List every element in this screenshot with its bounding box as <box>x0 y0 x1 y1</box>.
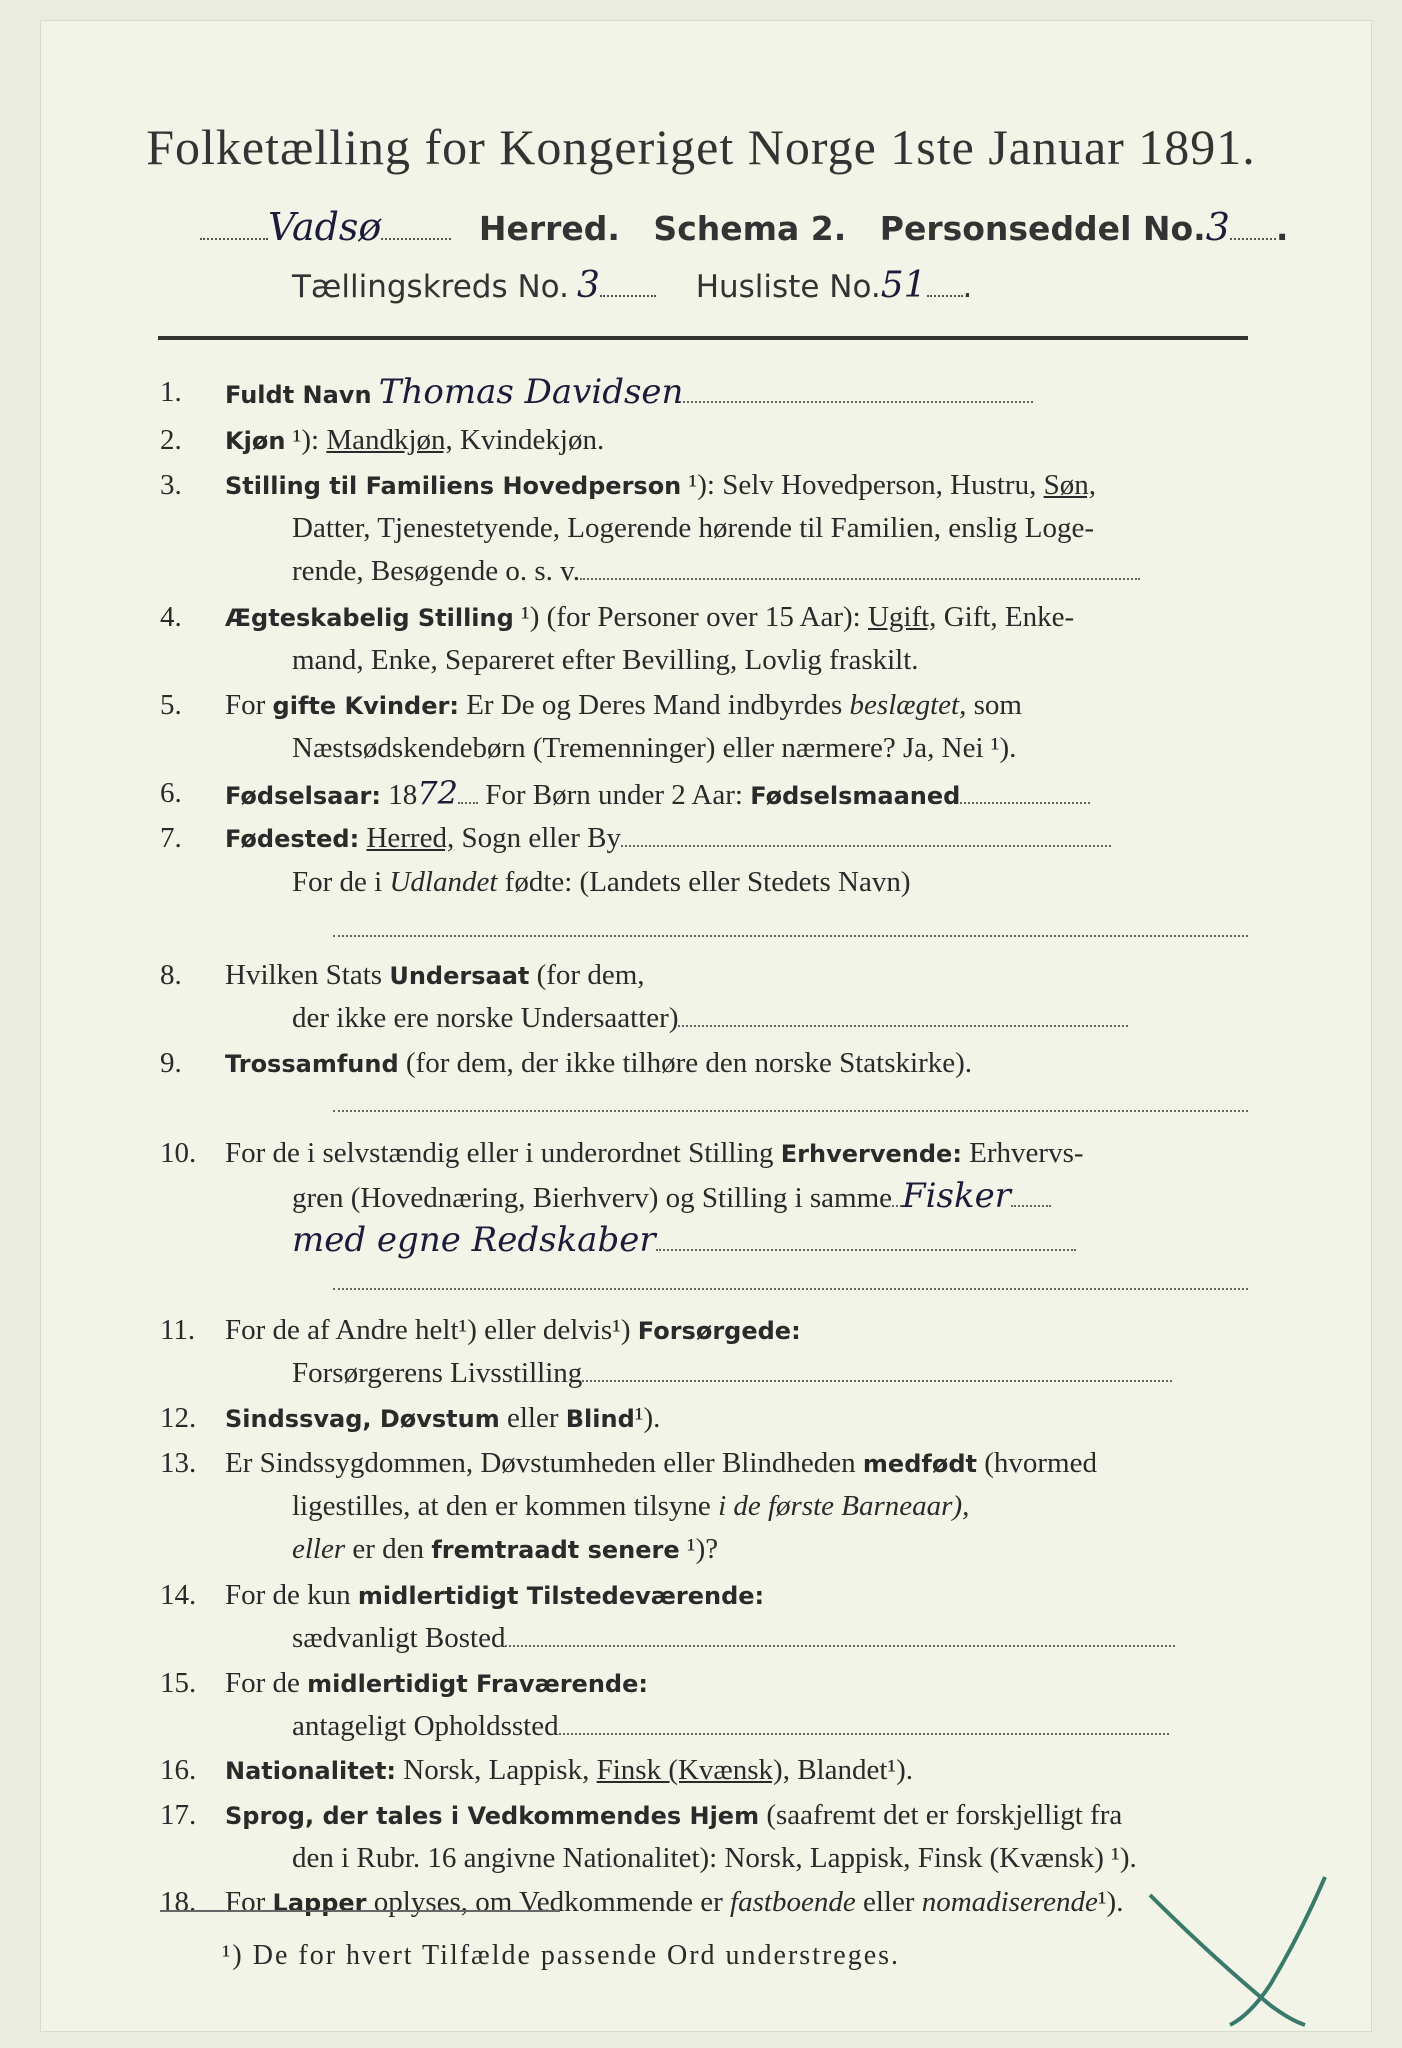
fravaerende-label: midlertidigt Fraværende: <box>307 1670 648 1698</box>
item-number: 12. <box>160 1402 197 1434</box>
item-number: 2. <box>160 424 182 456</box>
item-text: For de af Andre helt <box>225 1314 459 1346</box>
footnote-rule <box>160 1910 560 1912</box>
dotted-leader <box>683 401 1033 403</box>
item-text: For de i <box>292 866 383 898</box>
item-text: eller <box>292 1533 346 1565</box>
blank-line <box>333 935 1248 937</box>
kvindekjon-option: Kvindekjøn. <box>460 424 605 456</box>
trossamfund-label: Trossamfund <box>225 1050 399 1078</box>
son-option: Søn, <box>1043 469 1096 501</box>
footnote-ref: ¹). <box>634 1402 661 1434</box>
form-title: Folketælling for Kongeriget Norge 1ste Januar 1891. <box>146 119 1256 175</box>
item-text: For <box>225 1886 266 1918</box>
item-text: beslægtet, <box>849 689 967 721</box>
dotted-leader <box>1230 238 1276 240</box>
item-text: eller <box>862 1886 915 1918</box>
erhverv-value-2: med egne Redskaber <box>292 1220 656 1260</box>
header-rule <box>158 336 1248 340</box>
kjon-label: Kjøn <box>225 427 286 455</box>
personseddel-label: Personseddel No. <box>879 209 1206 248</box>
item-number: 3. <box>160 469 182 501</box>
item-number: 17. <box>160 1799 197 1831</box>
item-number: 8. <box>160 959 182 991</box>
blank-line <box>333 1288 1248 1290</box>
item-text: (for dem, der ikke tilhøre den norske Statskirke). <box>405 1047 973 1079</box>
item-text: For de kun <box>225 1579 351 1611</box>
fodselsmaaned-label: Fødselsmaaned <box>750 782 961 810</box>
sprog-label: Sprog, der tales i Vedkommendes Hjem <box>225 1802 760 1830</box>
footnote-ref: ¹)? <box>686 1533 719 1565</box>
year-prefix: 18 <box>388 779 418 811</box>
dotted-leader <box>381 238 451 240</box>
finsk-option: Finsk (Kvænsk), <box>596 1754 790 1786</box>
dotted-leader <box>1011 1205 1051 1207</box>
item-text: (for dem, <box>536 959 645 991</box>
husliste-value: 51 <box>880 265 927 306</box>
item-text: gren (Hovednæring, Bierhverv) og Stilling i samme <box>292 1182 893 1214</box>
dotted-leader <box>892 1205 902 1207</box>
dotted-leader <box>580 578 1140 580</box>
item-number: 9. <box>160 1047 182 1079</box>
item-text: Er De og Deres Mand indbyrdes <box>466 689 843 721</box>
dotted-leader <box>960 802 1090 804</box>
fuldt-navn-value: Thomas Davidsen <box>378 372 684 412</box>
aegteskab-options: mand, Enke, Separeret efter Bevilling, Lovlig fraskilt. <box>292 644 919 676</box>
item-text: ¹) eller delvis <box>458 1314 613 1346</box>
item-number: 1. <box>160 376 182 408</box>
footnote-ref: ¹) <box>612 1314 631 1346</box>
tilstedevaerende-label: midlertidigt Tilstedeværende: <box>357 1582 765 1610</box>
item-text: eller <box>507 1402 559 1434</box>
dotted-leader <box>600 295 656 297</box>
fodselsaar-label: Fødselsaar: <box>225 782 381 810</box>
item-number: 10. <box>160 1137 197 1169</box>
item-text: Erhvervs- <box>969 1137 1084 1169</box>
item-text: ligestilles, at den er kommen tilsyne <box>292 1490 711 1522</box>
forsorgede-label: Forsørgede: <box>637 1317 801 1345</box>
item-text: Næstsødskendebørn (Tremenninger) eller nærmere? Ja, Nei ¹). <box>292 732 1017 764</box>
item-text: For Børn under 2 Aar: <box>485 779 743 811</box>
header-line-2: Tællingskreds No. 3 Husliste No.51 . <box>292 265 973 306</box>
item-text: er den <box>352 1533 425 1565</box>
item-text: Norsk, Lappisk, <box>403 1754 590 1786</box>
stilling-options: Datter, Tjenestetyende, Logerende hørende til Familien, enslig Loge- <box>292 512 1094 544</box>
item-text: antageligt Opholdssted <box>292 1710 559 1742</box>
item-text: fødte: (Landets eller Stedets Navn) <box>504 866 911 898</box>
kreds-value: 3 <box>576 265 600 306</box>
fuldt-navn-label: Fuldt Navn <box>225 381 372 409</box>
item-text: Udlandet <box>389 866 498 898</box>
item-number: 15. <box>160 1667 197 1699</box>
item-text: Blandet¹). <box>797 1754 914 1786</box>
husliste-label: Husliste No. <box>695 269 881 305</box>
footnote: ¹) De for hvert Tilfælde passende Ord understreges. <box>222 1940 901 1971</box>
undersaat-label: Undersaat <box>389 962 530 990</box>
item-number: 5. <box>160 689 182 721</box>
aegteskab-text: ¹) (for Personer over 15 Aar): <box>521 601 861 633</box>
item-text: For de <box>225 1667 300 1699</box>
item-number: 7. <box>160 822 182 854</box>
schema-label: Schema 2. <box>653 209 847 248</box>
herred-label: Herred. <box>478 209 620 248</box>
item-text: i de første Barneaar), <box>718 1490 970 1522</box>
item-text: den i Rubr. 16 angivne Nationalitet): Norsk, Lappisk, Finsk (Kvænsk) ¹). <box>292 1842 1137 1874</box>
item-text: Sogn eller By <box>461 822 621 854</box>
dotted-leader <box>200 238 268 240</box>
item-number: 4. <box>160 601 182 633</box>
fodselsaar-value: 72 <box>417 774 458 812</box>
item-text: For de i selvstændig eller i underordnet Stilling <box>225 1137 774 1169</box>
item-text: For <box>225 689 266 721</box>
dotted-leader <box>458 802 478 804</box>
dotted-leader <box>656 1249 1076 1251</box>
item-text: fastboende <box>730 1886 856 1918</box>
dotted-leader <box>582 1380 1172 1382</box>
footnote-ref: ¹): <box>292 424 320 456</box>
mandkjon-option: Mandkjøn, <box>326 424 453 456</box>
check-mark-icon <box>1130 1875 1330 2035</box>
medfodt-label: medfødt <box>862 1450 977 1478</box>
item-number: 13. <box>160 1447 197 1479</box>
dotted-leader <box>621 845 1111 847</box>
erhvervende-label: Erhvervende: <box>780 1140 962 1168</box>
item-text: nomadiserende <box>921 1886 1098 1918</box>
lapper-label: Lapper <box>272 1889 367 1917</box>
item-text: (hvormed <box>984 1447 1097 1479</box>
gifte-kvinder-label: gifte Kvinder: <box>272 692 459 720</box>
item-number: 11. <box>160 1314 196 1346</box>
blind-label: Blind <box>565 1405 635 1433</box>
ugift-option: Ugift, <box>867 601 937 633</box>
aegteskab-label: Ægteskabelig Stilling <box>225 604 514 632</box>
stilling-options: rende, Besøgende o. s. v. <box>292 555 581 587</box>
item-number: 14. <box>160 1579 197 1611</box>
personseddel-value: 3 <box>1205 205 1230 249</box>
sindssvag-label: Sindssvag, Døvstum <box>225 1405 500 1433</box>
dotted-leader <box>678 1025 1128 1027</box>
kreds-label: Tællingskreds No. <box>292 269 569 305</box>
aegteskab-options: Gift, Enke- <box>943 601 1075 633</box>
header-line-1: Vadsø Herred. Schema 2. Personseddel No.3 . <box>200 205 1288 249</box>
item-number: 18. <box>160 1886 197 1918</box>
item-text: Er Sindssygdommen, Døvstumheden eller Blindheden <box>225 1447 856 1479</box>
item-number: 16. <box>160 1754 197 1786</box>
dotted-leader <box>559 1733 1169 1735</box>
stilling-label: Stilling til Familiens Hovedperson <box>225 472 682 500</box>
item-text: der ikke ere norske Undersaatter) <box>292 1002 679 1034</box>
senere-label: fremtraadt senere <box>431 1536 680 1564</box>
blank-line <box>333 1110 1248 1112</box>
stilling-options: Selv Hovedperson, Hustru, <box>722 469 1037 501</box>
item-text: oplyses, om Vedkommende er <box>373 1886 723 1918</box>
item-number: 6. <box>160 777 182 809</box>
herred-value: Vadsø <box>268 205 382 249</box>
dotted-leader <box>927 295 963 297</box>
item-text: som <box>973 689 1022 721</box>
item-text: sædvanligt Bosted <box>292 1622 506 1654</box>
footnote-ref: ¹). <box>1097 1886 1124 1918</box>
nationalitet-label: Nationalitet: <box>225 1757 397 1785</box>
dotted-leader <box>505 1645 1175 1647</box>
erhverv-value: Fisker <box>902 1176 1011 1216</box>
herred-option: Herred, <box>366 822 455 854</box>
footnote-ref: ¹): <box>688 469 715 501</box>
item-text: Hvilken Stats <box>225 959 383 991</box>
item-text: (saafremt det er forskjelligt fra <box>766 1799 1123 1831</box>
item-text: Forsørgerens Livsstilling <box>292 1357 583 1389</box>
fodested-label: Fødested: <box>225 825 360 853</box>
